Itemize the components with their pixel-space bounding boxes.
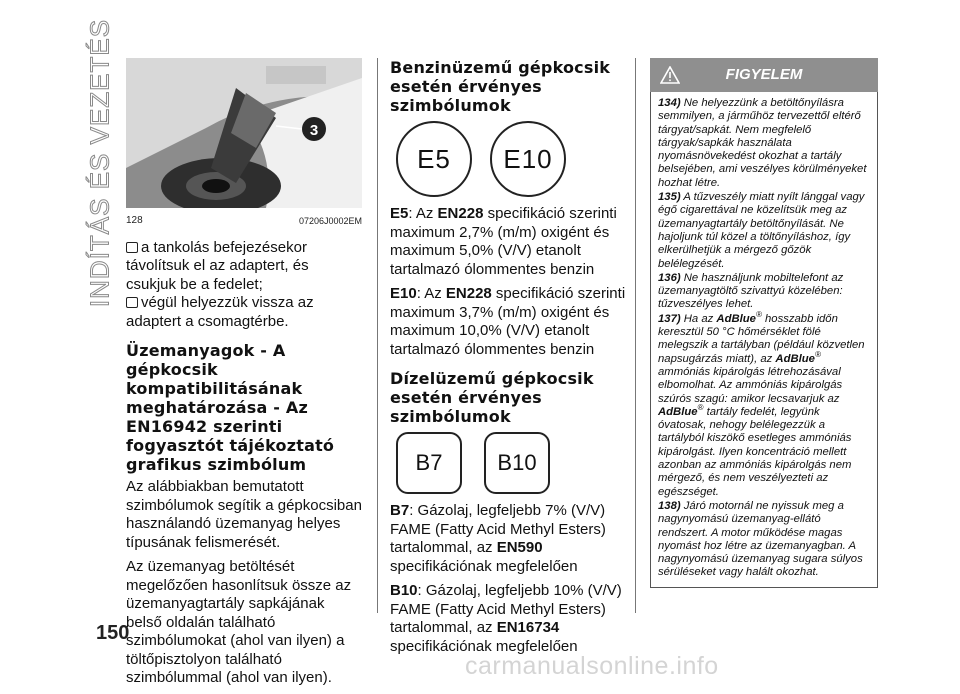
b10-symbol: B10 — [484, 432, 550, 494]
e10-symbol: E10 — [490, 121, 566, 197]
column-middle — [390, 58, 626, 662]
checkbox-icon — [126, 297, 138, 308]
figure-callout: 3 — [309, 122, 319, 139]
column-left — [126, 58, 362, 694]
warning-icon — [650, 66, 690, 84]
warning-title: FIGYELEM — [725, 65, 803, 83]
section-heading: Dízelüzemű gépkocsik esetén érvényes szimbólumok — [390, 369, 594, 426]
warning-item: 137) Ha az AdBlue® hosszabb időn keresztül 50 °C hőmérséklet fölé melegszik a tartályban (például közvetlen napsugárzás miatt), az AdBlue® ammóniás kipárolgás létrehozásával elbomolhat. Az ammóniás kipárolgás szúrós szagú: amikor lecsavarjuk az AdBlue® tartály fedelét, legyünk óvatosak, nehogy belélegezzük a tartályból kiszökő esetleges ammóniás kipárolgást. Ilyen koncentráció mellett azonban az ammóniás kipárolgás nem mérgező, és nem veszélyezteti az egészséget. — [658, 309, 865, 498]
watermark: carmanualsonline.info — [465, 652, 719, 680]
diesel-symbols — [396, 432, 626, 494]
warning-item: 136) Ne használjunk mobiltelefont az üzemanyagtöltő szivattyú közelében: tűzveszélyes lehet. — [658, 271, 844, 311]
section-heading: Benzinüzemű gépkocsik esetén érvényes szimbólumok — [390, 58, 611, 115]
warning-item: 134) Ne helyezzünk a betöltőnyílásra semmilyen, a járműhöz tervezettől eltérő tárgyat/sapkát. Nem megfelelő tárgyak/sapkák használata nyomásnövekedést okozhat a tartály belsejében, ami veszélyes körülményeket hozhat létre. — [658, 97, 867, 189]
warning-header — [650, 58, 878, 92]
paragraph: Az alábbiakban bemutatott szimbólumok segítik a gépkocsiban használandó üzemanyag helyes típusának felismerését. — [126, 478, 362, 551]
list-item: a tankolás befejezésekor távolítsuk el az adaptert, és csukjuk be a fedelet; — [126, 238, 309, 293]
column-divider — [635, 58, 636, 613]
e5-symbol: E5 — [396, 121, 472, 197]
e10-description: E10: Az EN228 specifikáció szerinti maximum 3,7% (m/m) oxigént és maximum 10,0% (V/V) etanolt tartalmazó ólommentes benzin — [390, 285, 626, 358]
page-number: 150 — [96, 622, 130, 644]
figure-number: 128 — [126, 215, 143, 226]
warning-box — [650, 58, 878, 588]
section-title: INDÍTÁS ÉS VEZETÉS — [84, 18, 115, 308]
warning-item: 138) Járó motornál ne nyissuk meg a nagynyomású üzemanyag-ellátó rendszert. A motor működése magas nyomást hoz létre az üzemanyagban. A nagynyomású üzemanyag sugara súlyos sérüléseket vagy halált okozhat. — [658, 499, 863, 579]
b10-description: B10: Gázolaj, legfeljebb 10% (V/V) FAME (Fatty Acid Methyl Esters) tartalommal, az EN16734 specifikációnak megfelelően — [390, 582, 622, 655]
fuel-filler-figure — [126, 58, 362, 208]
paragraph: Az üzemanyag betöltését megelőzően hasonlítsuk össze az üzemanyagtartály sapkájának belső oldalán található szimbólumokat (ahol van ilyen) a töltőpisztolyon található szimbólummal (ahol van ilyen). — [126, 558, 352, 686]
list-item: végül helyezzük vissza az adaptert a csomagtérbe. — [126, 294, 314, 330]
warning-item: 135) A tűzveszély miatt nyílt lánggal vagy égő cigarettával ne közelítsük meg az üzemanyagtartály betöltőnyílását. Ne hajoljunk túl közel a töltőnyíláshoz, így elkerülhetjük a mérgező gőzök belélegzését. — [658, 191, 865, 270]
section-heading: Üzemanyagok - A gépkocsik kompatibilitásának meghatározása - Az EN16942 szerinti fogyasztót tájékoztató grafikus szimbólum — [126, 341, 335, 474]
figure-code: 07206J0002EM — [298, 216, 362, 226]
column-divider — [377, 58, 378, 613]
b7-symbol: B7 — [396, 432, 462, 494]
checkbox-icon — [126, 242, 138, 253]
petrol-symbols — [396, 121, 626, 197]
warning-body — [650, 92, 878, 588]
figure-caption — [126, 212, 362, 231]
e5-description: E5: Az EN228 specifikáció szerinti maximum 2,7% (m/m) oxigént és maximum 5,0% (V/V) etanolt tartalmazó ólommentes benzin — [390, 205, 617, 278]
b7-description: B7: Gázolaj, legfeljebb 7% (V/V) FAME (Fatty Acid Methyl Esters) tartalommal, az EN590 specifikációnak megfelelően — [390, 502, 606, 575]
